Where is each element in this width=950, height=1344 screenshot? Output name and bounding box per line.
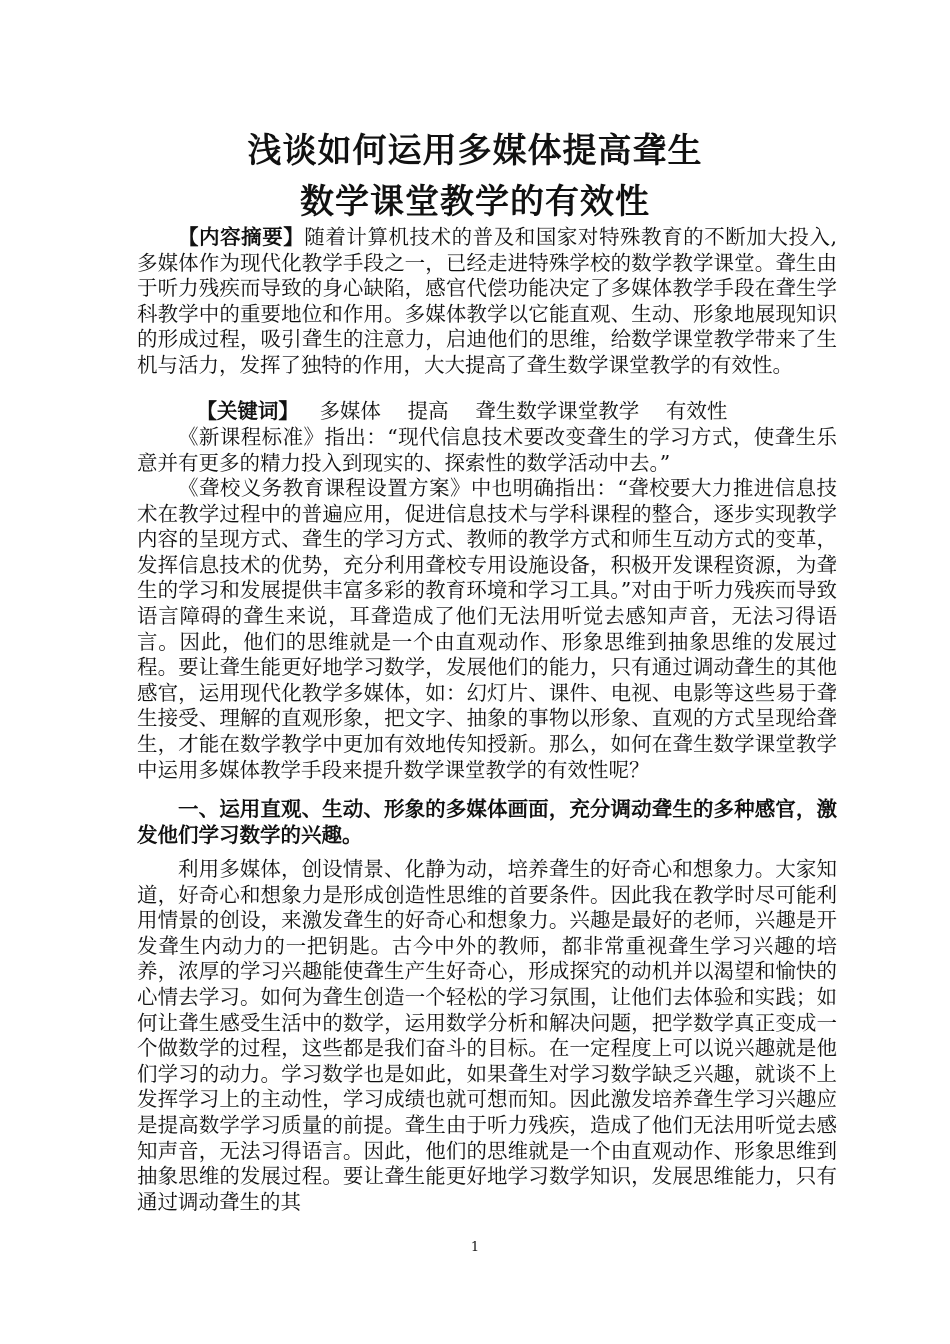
section-heading-1: 一、运用直观、生动、形象的多媒体画面，充分调动聋生的多种感官，激发他们学习数学的兴趣。 [137, 797, 837, 847]
keyword: 聋生数学课堂教学 [475, 399, 640, 423]
keyword: 多媒体 [319, 399, 381, 423]
paragraph-curriculum-standard: 《新课程标准》指出：“现代信息技术要改变聋生的学习方式，使聋生乐意并有更多的精力投入到现实的、探索性的数学活动中去。” [137, 425, 837, 475]
abstract-paragraph [137, 225, 837, 379]
paragraph-curriculum-plan: 《聋校义务教育课程设置方案》中也明确指出：“聋校要大力推进信息技术在教学过程中的普遍应用，促进信息技术与学科课程的整合，逐步实现教学内容的呈现方式、聋生的学习方式、教师的教学方式和师生互动方式的变革，发挥信息技术的优势，充分利用聋校专用设施设备，积极开发课程资源，为聋生的学习和发展提供丰富多彩的教育环境和学习工具。”对由于听力残疾而导致语言障碍的聋生来说，耳聋造成了他们无法用听觉去感知声音，无法习得语言。因此，他们的思维就是一个由直观动作、形象思维到抽象思维的发展过程。要让聋生能更好地学习数学，发展他们的能力，只有通过调动聋生的其他感官，运用现代化教学多媒体，如：幻灯片、课件、电视、电影等这些易于聋生接受、理解的直观形象，把文字、抽象的事物以形象、直观的方式呈现给聋生，才能在数学教学中更加有效地传知授新。那么，如何在聋生数学课堂教学中运用多媒体教学手段来提升数学课堂教学的有效性呢？ [137, 476, 837, 782]
abstract-label: 【内容摘要】 [178, 225, 305, 249]
document-title-line-2: 数学课堂教学的有效性 [300, 182, 650, 222]
keyword: 有效性 [665, 399, 728, 423]
page-number: 1 [470, 1240, 480, 1255]
abstract-text: 随着计算机技术的普及和国家对特殊教育的不断加大投入,多媒体作为现代化教学手段之一，已经走进特殊学校的数学教学课堂。聋生由于听力残疾而导致的身心缺陷，感官代偿功能决定了多媒体教学手段在聋生学科教学中的重要地位和作用。多媒体教学以它能直观、生动、形象地展现知识的形成过程，吸引聋生的注意力，启迪他们的思维，给数学课堂教学带来了生机与活力，发挥了独特的作用，大大提高了聋生数学课堂教学的有效性。 [137, 225, 838, 377]
paragraph-section-1: 利用多媒体，创设情景、化静为动，培养聋生的好奇心和想象力。大家知道，好奇心和想象力是形成创造性思维的首要条件。因此我在教学时尽可能利用情景的创设，来激发聋生的好奇心和想象力。兴趣是最好的老师，兴趣是开发聋生内动力的一把钥匙。古今中外的教师，都非常重视聋生学习兴趣的培养，浓厚的学习兴趣能使聋生产生好奇心，形成探究的动机并以渴望和愉快的心情去学习。如何为聋生创造一个轻松的学习氛围，让他们去体验和实践；如何让聋生感受生活中的数学，运用数学分析和解决问题，把学数学真正变成一个做数学的过程，这些都是我们奋斗的目标。在一定程度上可以说兴趣就是他们学习的动力。学习数学也是如此，如果聋生对学习数学缺乏兴趣，就谈不上发挥学习上的主动性，学习成绩也就可想而知。因此激发培养聋生学习兴趣应是提高数学学习质量的前提。聋生由于听力残疾，造成了他们无法用听觉去感知声音，无法习得语言。因此，他们的思维就是一个由直观动作、形象思维到抽象思维的发展过程。要让聋生能更好地学习数学知识，发展思维能力，只有通过调动聋生的其 [137, 857, 837, 1214]
keyword: 提高 [407, 399, 449, 423]
keywords-line [137, 399, 837, 425]
document-title-line-1: 浅谈如何运用多媒体提高聋生 [247, 131, 703, 171]
keywords-label: 【关键词】 [196, 399, 299, 423]
